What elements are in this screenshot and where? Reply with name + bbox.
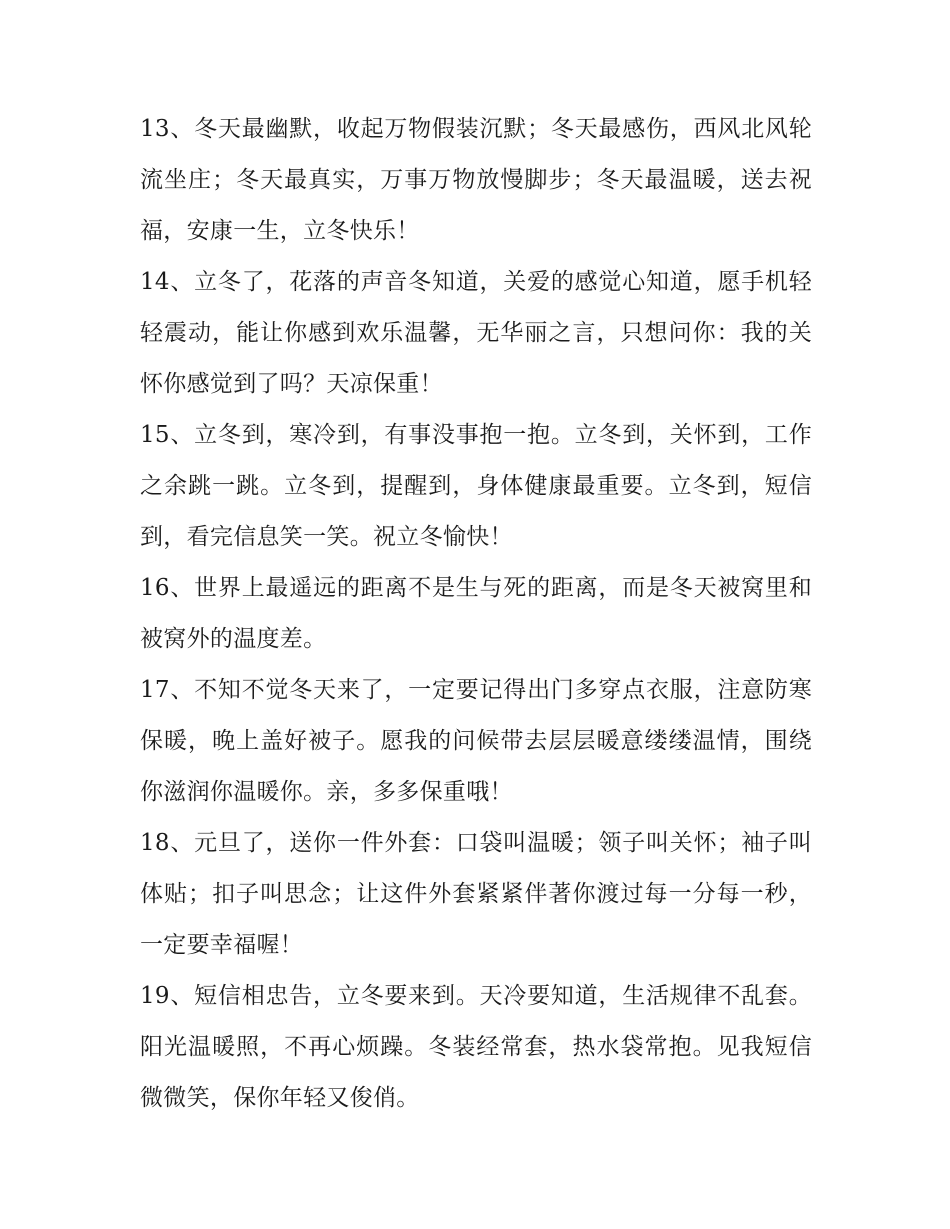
paragraph-16: 16、世界上最遥远的距离不是生与死的距离，而是冬天被窝里和被窝外的温度差。 [140,575,812,652]
paragraph-17: 17、不知不觉冬天来了，一定要记得出门多穿点衣服，注意防寒保暖，晚上盖好被子。愿我的问候带去层层暖意缕缕温情，围绕你滋润你温暖你。亲，多多保重哦！ [140,677,812,805]
paragraph-19: 19、短信相忠告，立冬要来到。天冷要知道，生活规律不乱套。阳光温暖照，不再心烦躁。冬装经常套，热水袋常抱。见我短信微微笑，保你年轻又俊俏。 [140,983,812,1111]
paragraph-15: 15、立冬到，寒冷到，有事没事抱一抱。立冬到，关怀到，工作之余跳一跳。立冬到，提醒到，身体健康最重要。立冬到，短信到，看完信息笑一笑。祝立冬愉快！ [140,422,812,550]
paragraph-14: 14、立冬了，花落的声音冬知道，关爱的感觉心知道，愿手机轻轻震动，能让你感到欢乐温馨，无华丽之言，只想问你：我的关怀你感觉到了吗？天凉保重！ [140,269,812,397]
paragraph-18: 18、元旦了，送你一件外套：口袋叫温暖；领子叫关怀；袖子叫体贴；扣子叫思念；让这件外套紧紧伴著你渡过每一分每一秒，一定要幸福喔！ [140,830,812,958]
paragraph-13: 13、冬天最幽默，收起万物假装沉默；冬天最感伤，西风北风轮流坐庄；冬天最真实，万事万物放慢脚步；冬天最温暖，送去祝福，安康一生，立冬快乐！ [140,116,812,244]
document-body [140,104,812,1124]
